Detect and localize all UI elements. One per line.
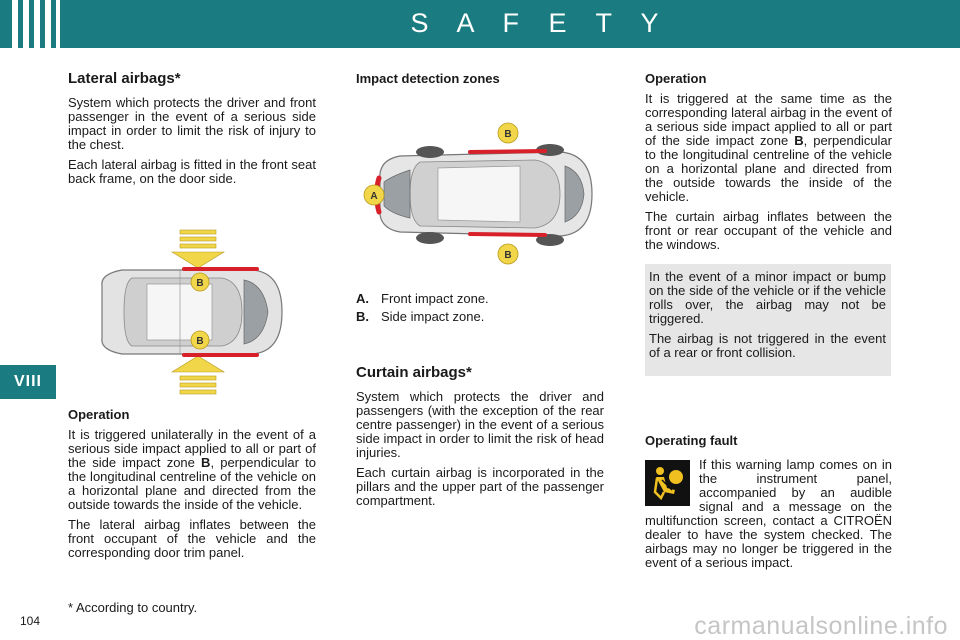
impact-zones-section bbox=[356, 72, 604, 92]
zone-legend-b: B. Side impact zone. bbox=[356, 309, 485, 324]
side-impact-zone-bottom bbox=[470, 234, 545, 235]
curtain-airbags-section bbox=[356, 366, 604, 514]
watermark: carmanualsonline.info bbox=[694, 612, 948, 640]
lateral-paragraph-2: Each lateral airbag is fitted in the front seat back frame, on the door side. bbox=[68, 157, 316, 186]
impact-zone-legend bbox=[356, 292, 604, 328]
zone-b-badge-top bbox=[498, 123, 518, 143]
zone-b-badge-bottom bbox=[498, 244, 518, 264]
curtain-airbags-title: Curtain airbags* bbox=[356, 364, 472, 381]
note-paragraph-2: The airbag is not triggered in the event of a rear or front collision. bbox=[649, 331, 886, 360]
operating-fault-text: If this warning lamp comes on in the instrument panel, accompanied by an audible signal and a message on the multifunction screen, contact a CITROËN dealer to have the system checked. The airbags may no longer be triggered in the event of a serious impact. bbox=[645, 457, 892, 570]
impact-zones-car-illustration bbox=[360, 120, 600, 270]
lateral-airbags-section bbox=[68, 72, 316, 192]
impact-arrow-bottom bbox=[172, 356, 224, 394]
operating-fault-section bbox=[645, 434, 892, 576]
svg-text:A: A bbox=[370, 191, 378, 202]
impact-arrow-top bbox=[172, 230, 224, 268]
airbag-warning-lamp-icon bbox=[645, 460, 690, 506]
svg-text:B: B bbox=[504, 250, 512, 261]
curtain-paragraph-1: System which protects the driver and passengers (with the exception of the rear centre passenger) in the event of a serious side impact in order to limit the risk of head injuries. bbox=[356, 389, 604, 460]
curtain-operation-title: Operation bbox=[645, 71, 707, 86]
lateral-operation-section bbox=[68, 408, 316, 566]
curtain-paragraph-2: Each curtain airbag is incorporated in the pillars and the upper part of the passenger compartment. bbox=[356, 465, 604, 508]
curtain-operation-paragraph-2: The curtain airbag inflates between the front or rear occupant of the vehicle and the windows. bbox=[645, 209, 892, 252]
chapter-tab: VIII bbox=[0, 365, 56, 399]
curtain-operation-paragraph-1: It is triggered at the same time as the corresponding lateral airbag in the event of a serious side impact applied to all or part of the side impact zone B, perpendicular to the longitudinal centreline of the vehicle on a horizontal plane and directed from the outside towards the inside of the vehicle. bbox=[645, 91, 892, 204]
lateral-operation-paragraph-2: The lateral airbag inflates between the front occupant of the vehicle and the corresponding door trim panel. bbox=[68, 517, 316, 560]
zone-a-badge bbox=[364, 185, 384, 205]
zone-b-badge-bottom bbox=[191, 331, 209, 349]
page-number: 104 bbox=[20, 614, 41, 628]
side-impact-zone-top bbox=[470, 151, 545, 152]
svg-text:B: B bbox=[504, 129, 512, 140]
header-stripes bbox=[12, 0, 60, 48]
lateral-airbag-car-illustration bbox=[92, 226, 292, 396]
svg-text:B: B bbox=[196, 336, 204, 347]
lateral-operation-title: Operation bbox=[68, 407, 130, 422]
section-title: S A F E T Y bbox=[410, 8, 670, 38]
lateral-airbags-title: Lateral airbags* bbox=[68, 70, 181, 87]
zone-legend-a: A. Front impact zone. bbox=[356, 291, 489, 306]
footnote: * According to country. bbox=[68, 600, 198, 615]
lateral-operation-paragraph-1: It is triggered unilaterally in the event of a serious side impact applied to all or part of the side impact zone B, perpendicular to the longitudinal centreline of the vehicle on a horizontal plane and directed from the outside towards the inside of the vehicle. bbox=[68, 427, 316, 512]
page-header bbox=[0, 0, 960, 48]
zone-b-badge-top bbox=[191, 273, 209, 291]
note-paragraph-1: In the event of a minor impact or bump on the side of the vehicle or if the vehicle rolls over, the airbag may not be triggered. bbox=[649, 269, 886, 326]
svg-text:B: B bbox=[196, 278, 204, 289]
impact-zones-title: Impact detection zones bbox=[356, 71, 500, 86]
car-three-quarter-view bbox=[380, 144, 592, 246]
curtain-operation-section bbox=[645, 72, 892, 258]
note-box bbox=[645, 264, 891, 376]
operating-fault-title: Operating fault bbox=[645, 433, 738, 448]
lateral-paragraph-1: System which protects the driver and front passenger in the event of a serious side impact in order to limit the risk of injury to the chest. bbox=[68, 95, 316, 152]
